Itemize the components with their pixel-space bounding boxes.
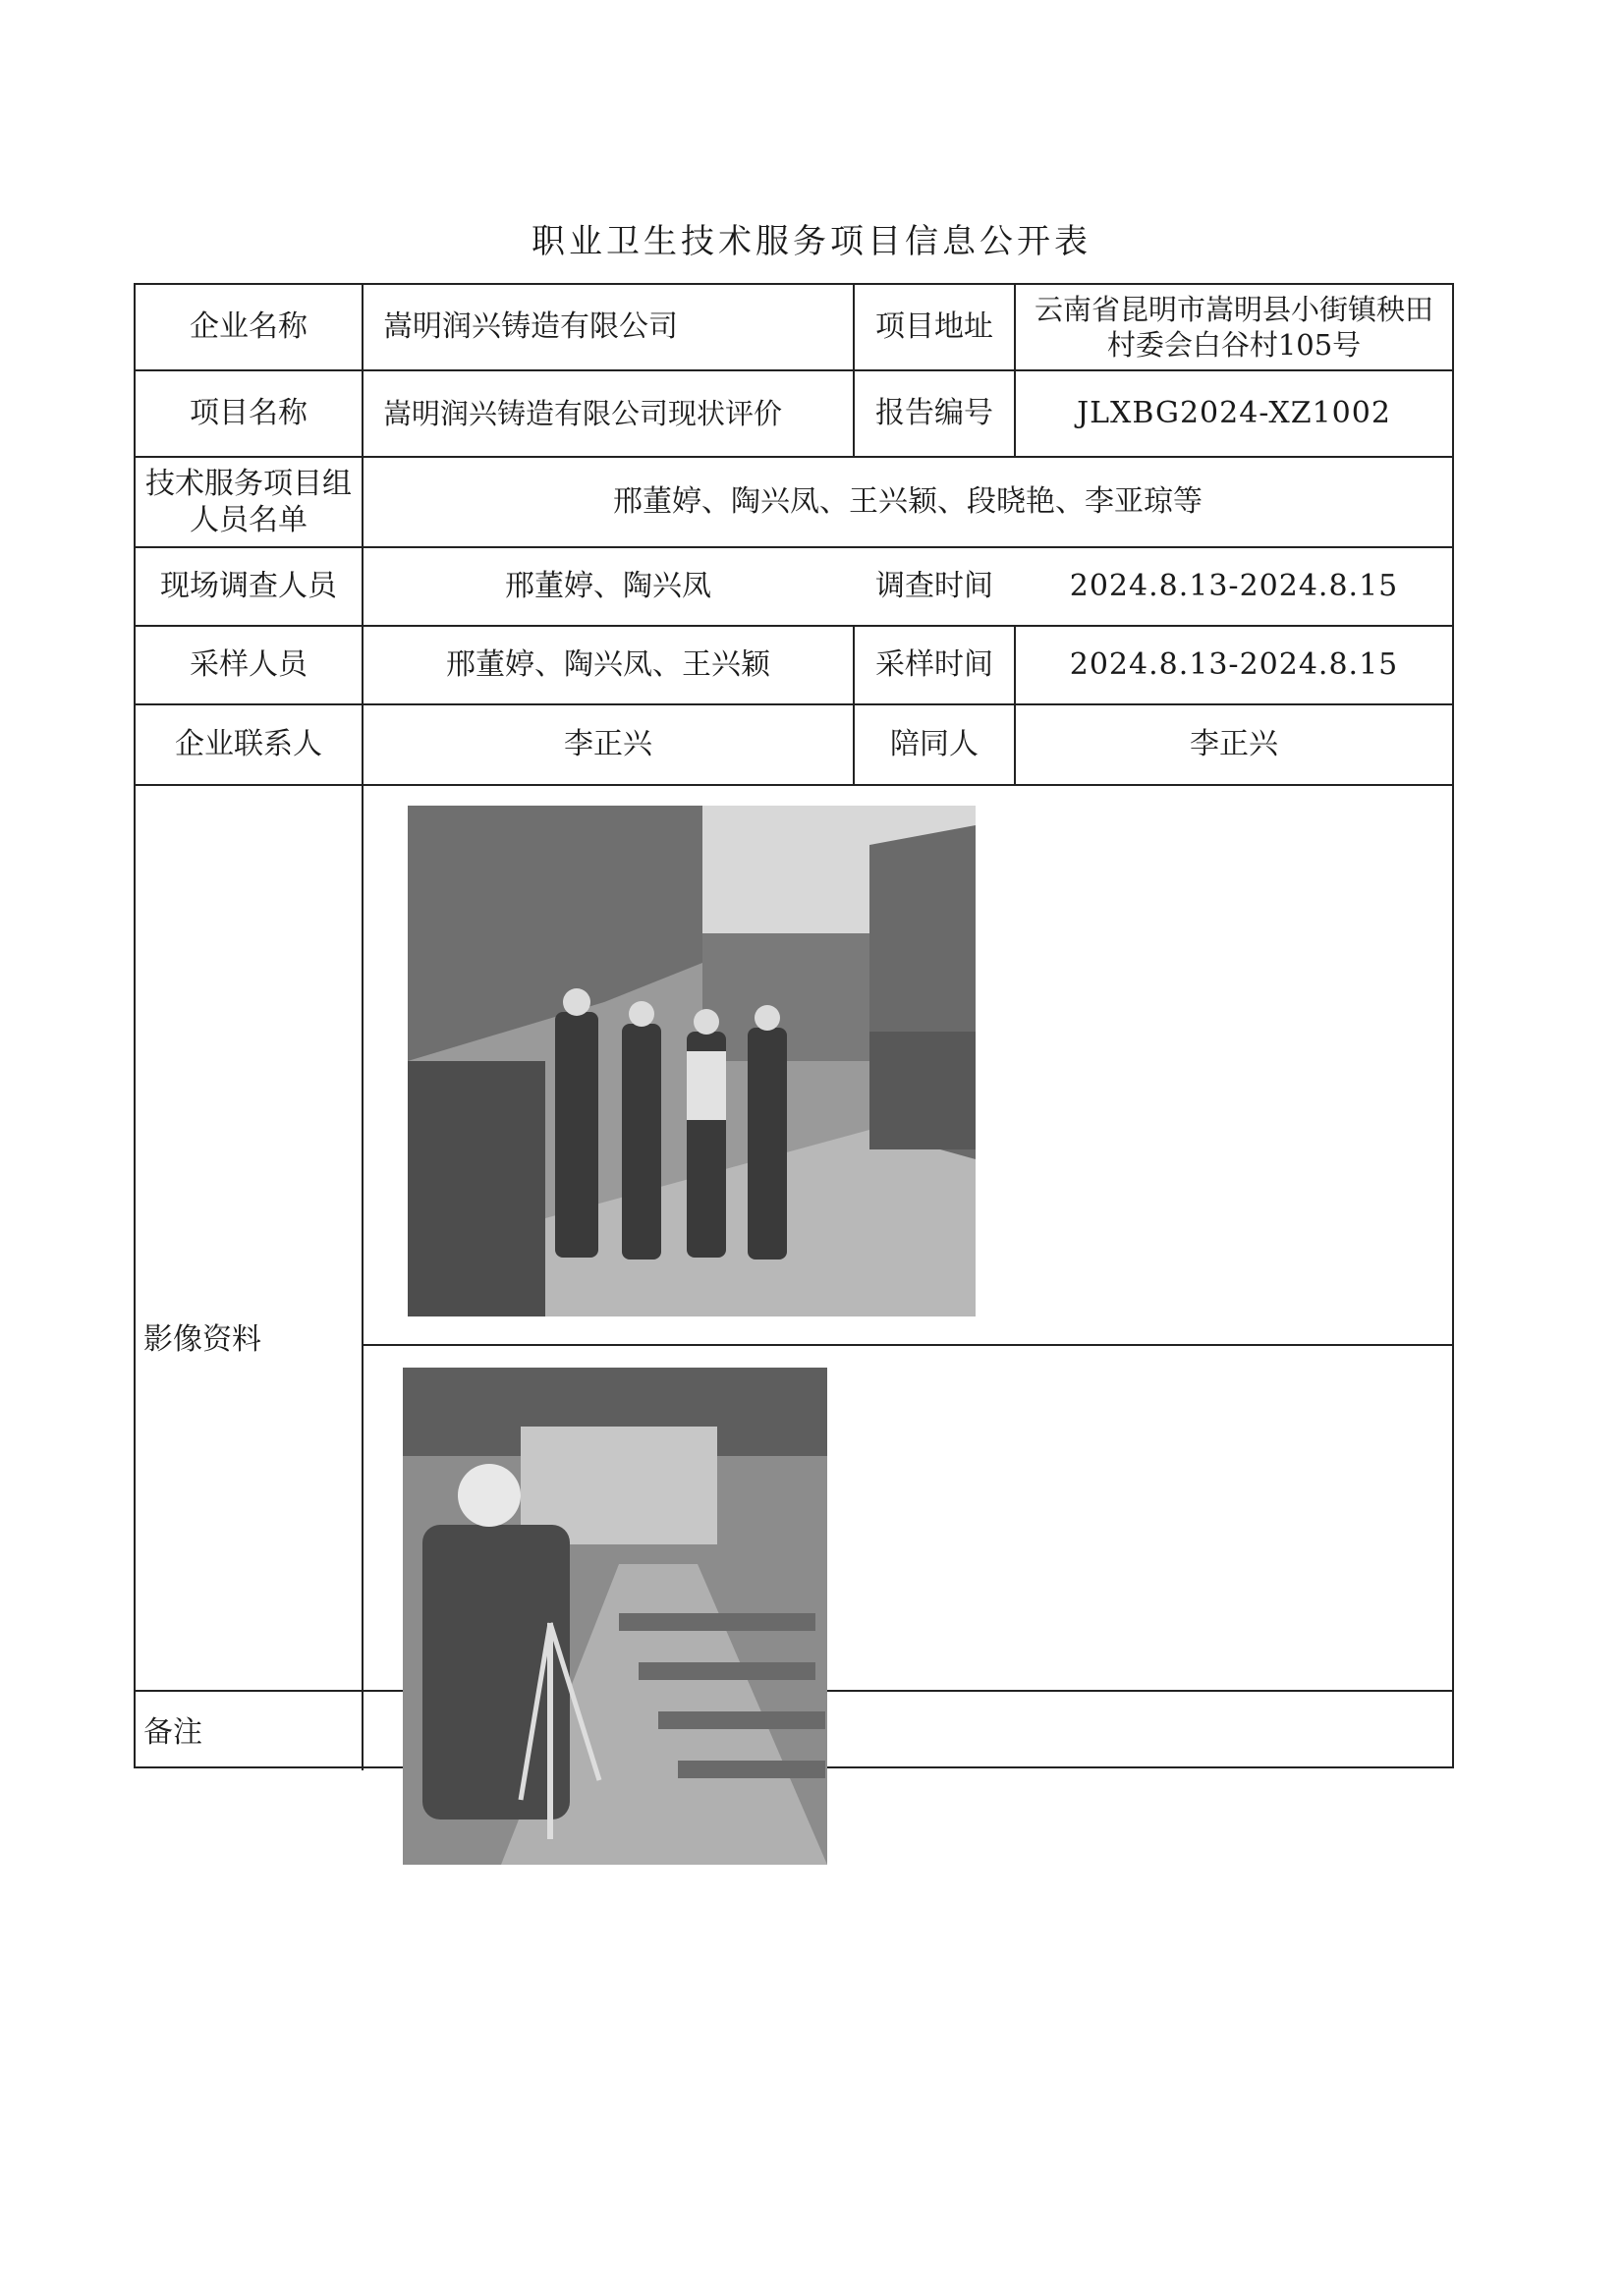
project-address-value: 云南省昆明市嵩明县小街镇秧田村委会白谷村105号 — [1034, 292, 1433, 362]
survey-time-value: 2024.8.13-2024.8.15 — [1069, 569, 1399, 604]
sampling-staff-value: 邢董婷、陶兴凤、王兴颖 — [446, 647, 770, 683]
page-title: 职业卫生技术服务项目信息公开表 — [532, 222, 1091, 261]
images-label: 影像资料 — [143, 1322, 261, 1357]
escort-value: 李正兴 — [1190, 727, 1278, 762]
team-members-value: 邢董婷、陶兴凤、王兴颖、段晓艳、李亚琼等 — [613, 484, 1203, 520]
project-name-label: 项目名称 — [190, 396, 308, 431]
company-name-label: 企业名称 — [190, 309, 308, 345]
team-members-label: 技术服务项目组人员名单 — [145, 466, 352, 537]
survey-staff-label: 现场调查人员 — [160, 569, 337, 604]
company-contact-label: 企业联系人 — [175, 727, 322, 762]
workshop-photo — [403, 1368, 827, 1865]
report-number-label: 报告编号 — [875, 396, 993, 431]
report-number-value: JLXBG2024-XZ1002 — [1077, 396, 1391, 431]
survey-staff-value: 邢董婷、陶兴凤 — [505, 569, 711, 604]
sampling-staff-label: 采样人员 — [190, 647, 308, 683]
project-address-label: 项目地址 — [875, 309, 993, 345]
project-name-value: 嵩明润兴铸造有限公司现状评价 — [383, 396, 783, 430]
team-photo — [408, 806, 976, 1316]
escort-label: 陪同人 — [890, 727, 979, 762]
survey-time-label: 调查时间 — [875, 569, 993, 604]
sampling-time-label: 采样时间 — [875, 647, 993, 683]
remarks-label: 备注 — [143, 1715, 202, 1750]
sampling-time-value: 2024.8.13-2024.8.15 — [1069, 647, 1399, 683]
company-name-value: 嵩明润兴铸造有限公司 — [383, 309, 678, 345]
company-contact-value: 李正兴 — [564, 727, 652, 762]
